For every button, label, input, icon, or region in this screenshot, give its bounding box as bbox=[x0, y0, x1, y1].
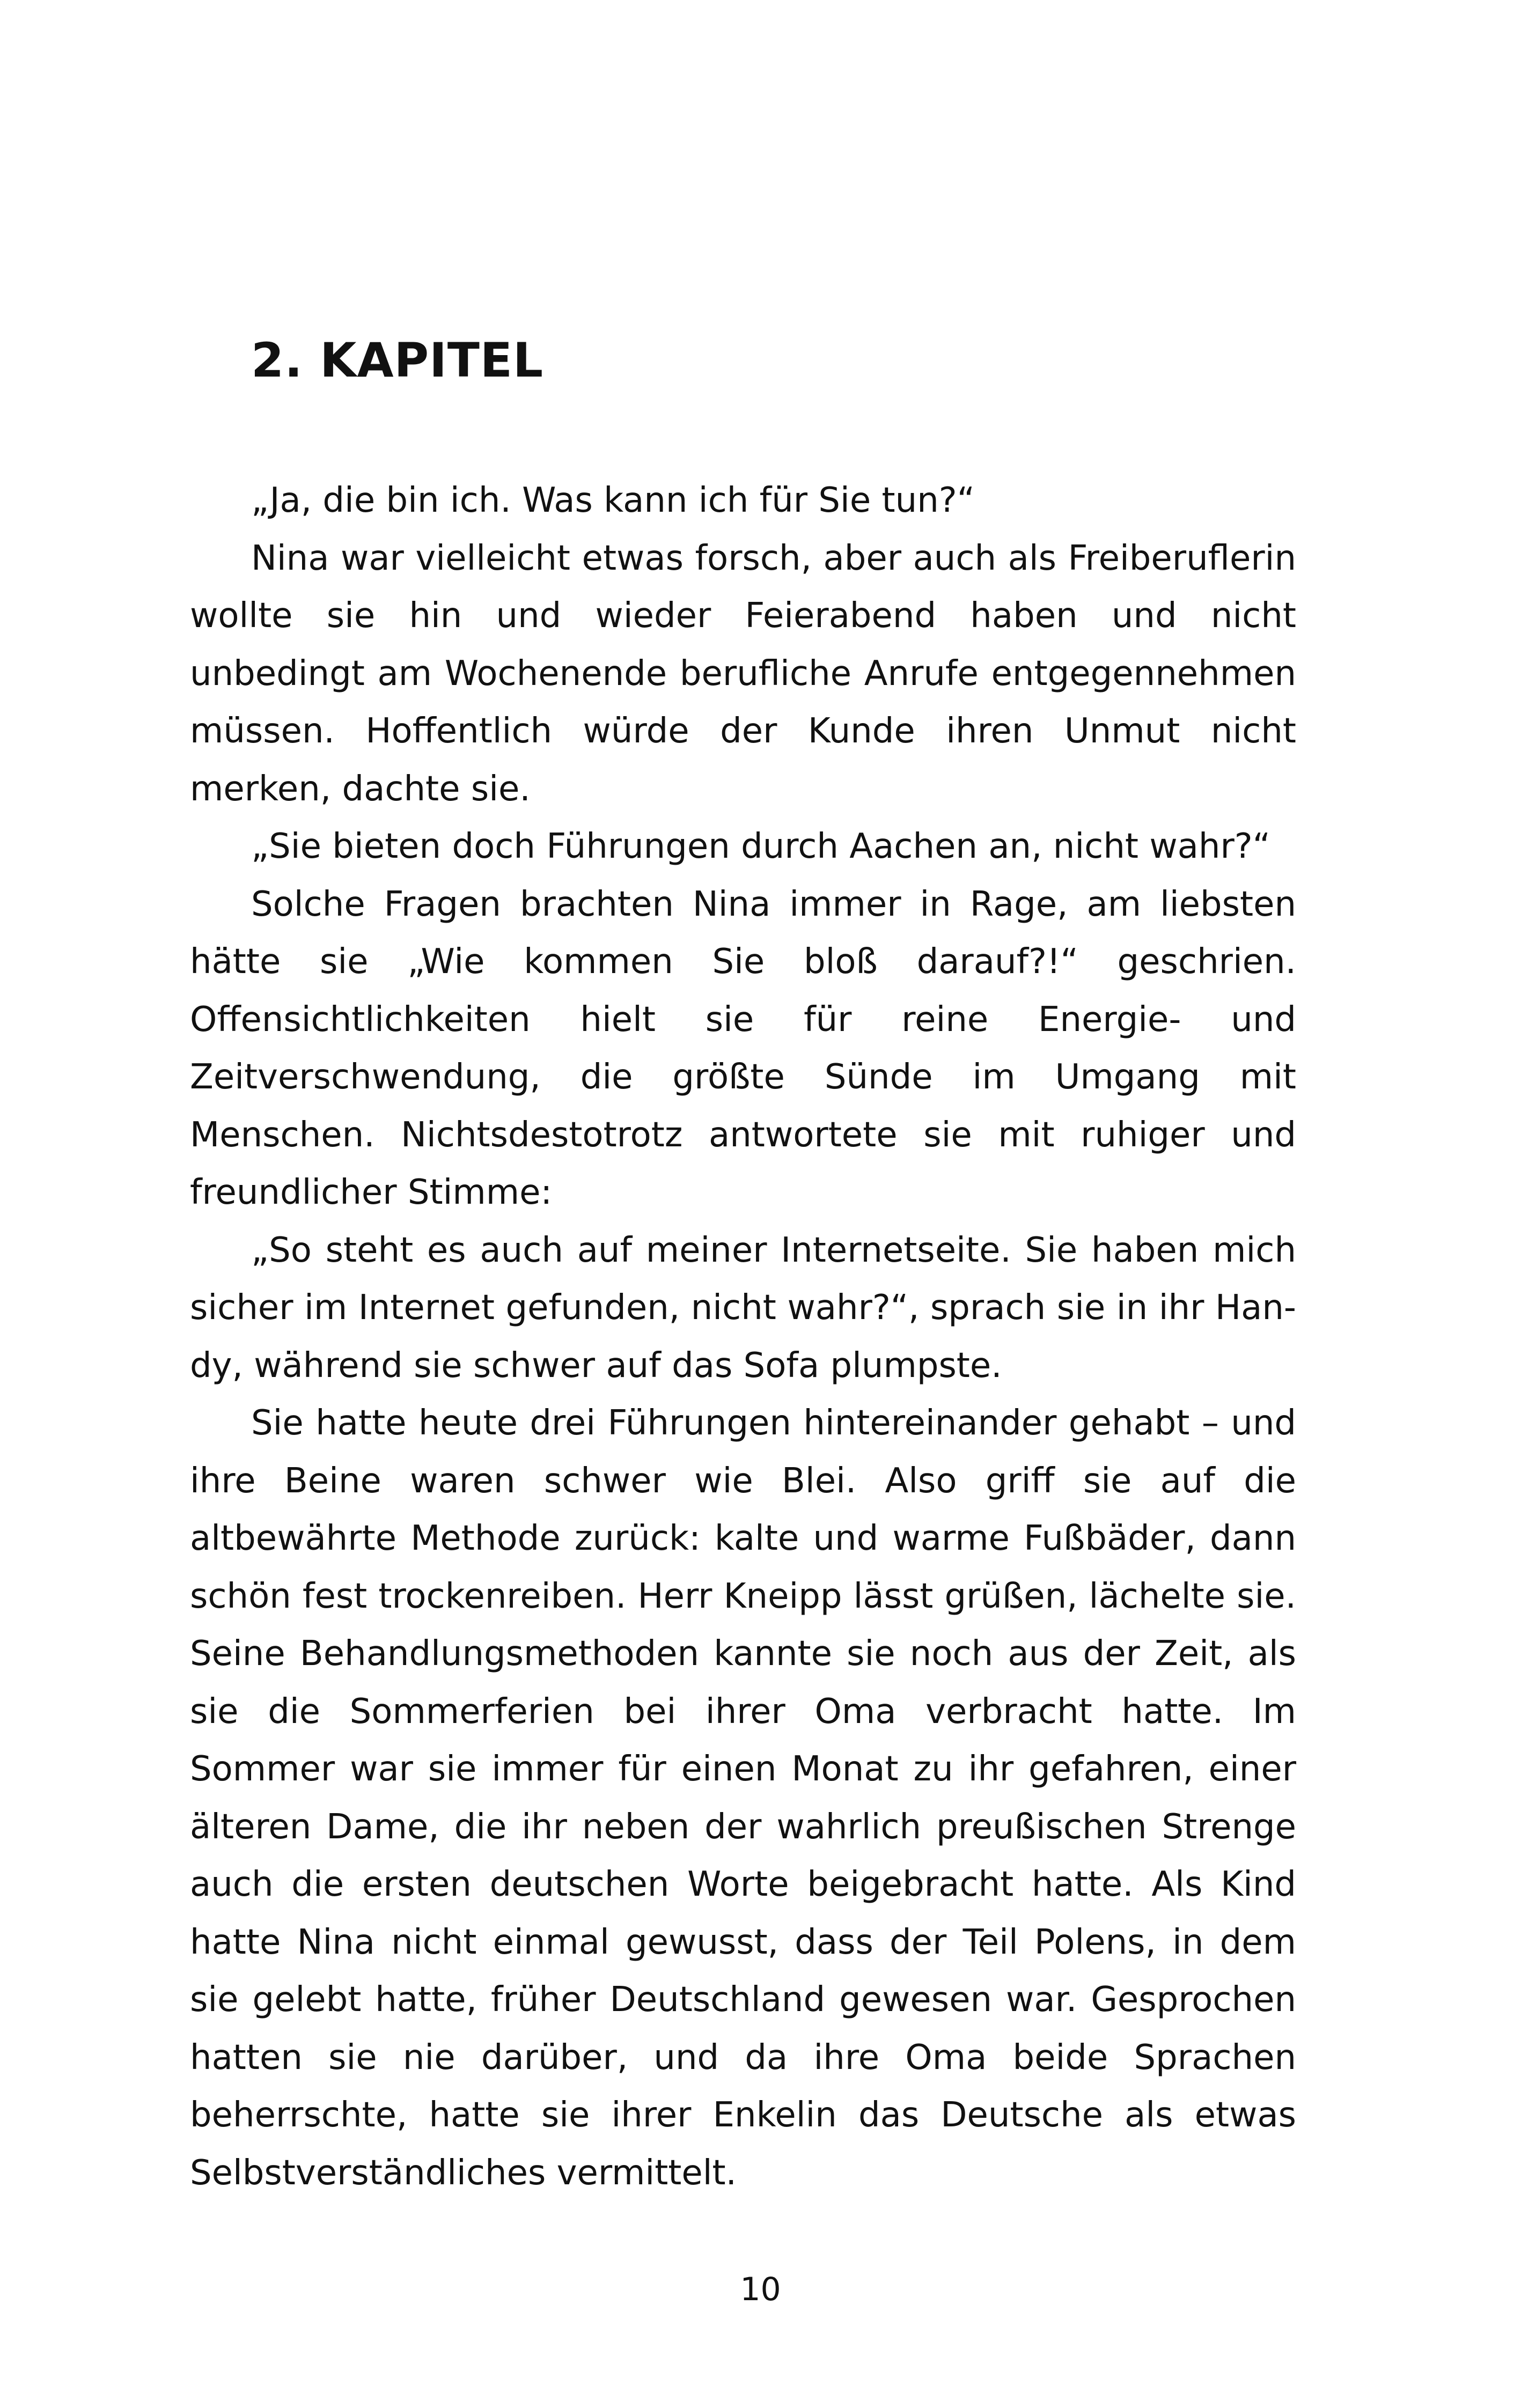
paragraph: Nina war vielleicht etwas forsch, aber auch als Freiberuflerin wollte sie hin und wieder Feierabend haben und nicht unbedingt am Wochenende berufliche Anrufe entgegennehmen müssen. Hoffentlich würde der Kunde ihren Unmut nicht merken, dachte sie. bbox=[190, 538, 1296, 809]
paragraph: Solche Fragen brachten Nina immer in Rage, am liebsten hätte sie „Wie kommen Sie bloß darauf?!“ geschrien. Offensichtlichkeiten hielt sie für reine Energie- und Zeitverschwendung, die größte Sünde im Umgang mit Menschen. Nichtsdestotrotz antwortete sie mit ruhiger und freundlicher Stimme: bbox=[190, 884, 1296, 1212]
paragraph: „Sie bieten doch Führungen durch Aachen an, nicht wahr?“ bbox=[251, 827, 1270, 866]
paragraph: „Ja, die bin ich. Was kann ich für Sie tun?“ bbox=[251, 481, 975, 520]
body-text bbox=[190, 472, 1296, 2202]
page-number: 10 bbox=[740, 2271, 781, 2308]
chapter-title: 2. KAPITEL bbox=[251, 333, 544, 388]
paragraph: „So steht es auch auf meiner Internetseite. Sie haben mich sicher im Internet gefunden, nicht wahr?“, sprach sie in ihr Handy, während sie schwer auf das Sofa plumpste. bbox=[190, 1230, 1296, 1386]
paragraph: Sie hatte heute drei Führungen hintereinander gehabt – und ihre Beine waren schwer wie Blei. Also griff sie auf die altbewährte Methode zurück: kalte und warme Fußbäder, dann schön fest trockenreiben. Herr Kneipp lässt grüßen, lächelte sie. Seine Behandlungsmethoden kannte sie noch aus der Zeit, als sie die Sommerferien bei ihrer Oma verbracht hatte. Im Sommer war sie immer für einen Monat zu ihr gefahren, einer älteren Dame, die ihr neben der wahrlich preußischen Strenge auch die ersten deutschen Worte beigebracht hatte. Als Kind hatte Nina nicht einmal gewusst, dass der Teil Polens, in dem sie gelebt hatte, früher Deutschland gewesen war. Gesprochen hatten sie nie darüber, und da ihre Oma beide Sprachen beherrschte, hatte sie ihrer Enkelin das Deutsche als etwas Selbstverständliches vermittelt. bbox=[190, 1403, 1296, 2193]
